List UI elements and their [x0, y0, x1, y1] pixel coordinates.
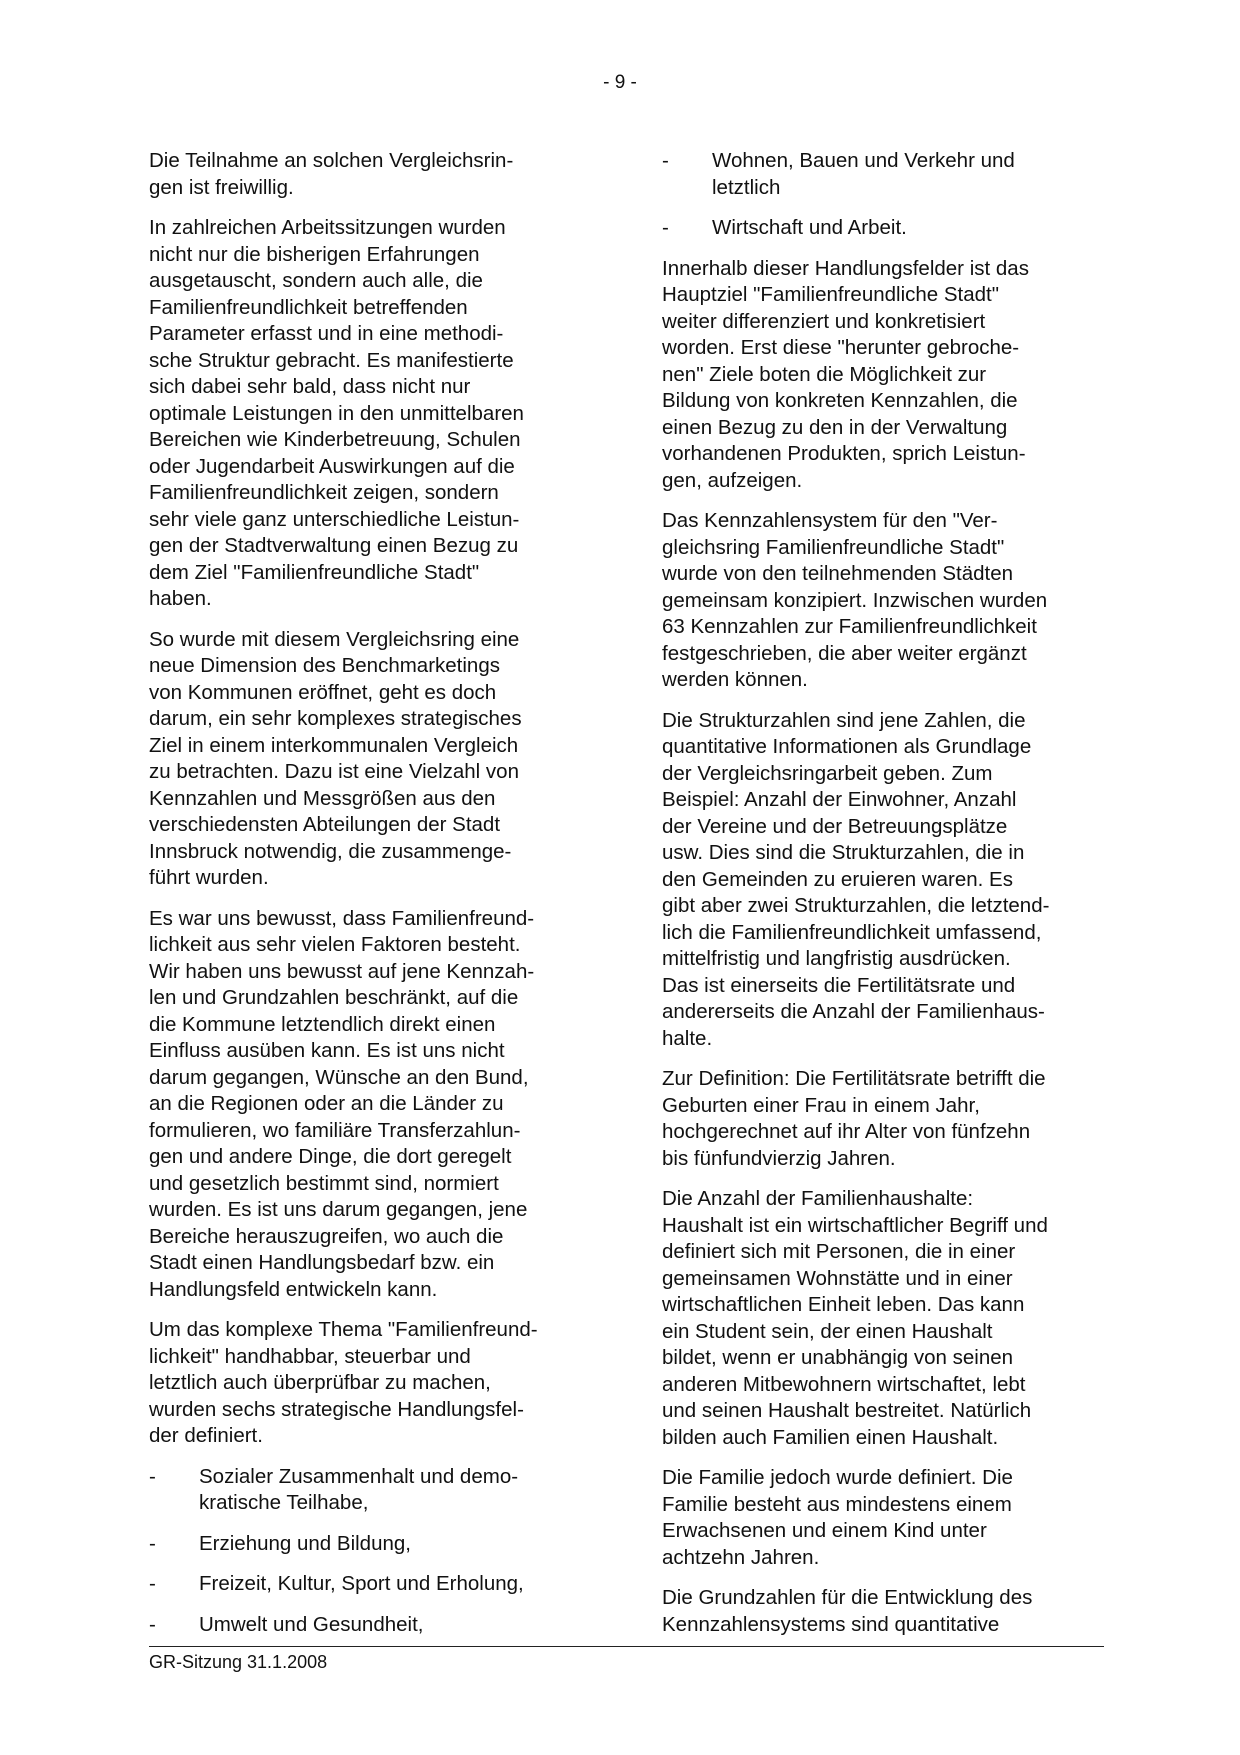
- text-line: Wir haben uns bewusst auf jene Kennzah-: [149, 959, 535, 983]
- text-line: haben.: [149, 587, 212, 610]
- text-line: optimale Leistungen in den unmittelbaren: [149, 401, 524, 425]
- footer-divider: [149, 1646, 1104, 1647]
- text-line: gen ist freiwillig.: [149, 175, 294, 199]
- text-line: Das ist einerseits die Fertilitätsrate und: [662, 973, 1016, 997]
- paragraph: [149, 906, 601, 1304]
- paragraph: [662, 508, 1102, 694]
- text-line: Umwelt und Gesundheit,: [199, 1612, 424, 1636]
- paragraph: [149, 215, 601, 613]
- paragraph: [662, 1186, 1102, 1451]
- left-column: [149, 148, 601, 1652]
- text-line: In zahlreichen Arbeitssitzungen wurden: [149, 216, 506, 239]
- text-line: Die Anzahl der Familienhaushalte:: [662, 1187, 974, 1210]
- text-line: gen der Stadtverwaltung einen Bezug zu: [149, 534, 519, 557]
- text-line: neue Dimension des Benchmarketings: [149, 654, 500, 677]
- footer-text: GR-Sitzung 31.1.2008: [149, 1652, 328, 1672]
- text-line: Beispiel: Anzahl der Einwohner, Anzahl: [662, 788, 1017, 811]
- list-item: [662, 148, 1102, 201]
- text-line: Familienfreundlichkeit zeigen, sondern: [149, 481, 499, 504]
- list-bullet-dash: -: [149, 1612, 156, 1636]
- text-line: Kennzahlensystems sind quantitative: [662, 1612, 1000, 1636]
- paragraph: [662, 1585, 1102, 1638]
- text-line: Bereiche herauszugreifen, wo auch die: [149, 1224, 504, 1248]
- paragraph: [149, 148, 601, 201]
- text-line: Innerhalb dieser Handlungsfelder ist das: [662, 256, 1029, 280]
- text-line: nen" Ziele boten die Möglichkeit zur: [662, 362, 987, 386]
- text-line: gibt aber zwei Strukturzahlen, die letztend-: [662, 894, 1050, 917]
- paragraph: [149, 627, 601, 892]
- text-line: von Kommunen eröffnet, geht es doch: [149, 680, 497, 704]
- text-line: letztlich: [712, 175, 781, 199]
- text-line: wurde von den teilnehmenden Städten: [662, 562, 1014, 585]
- text-line: hochgerechnet auf ihr Alter von fünfzehn: [662, 1120, 1031, 1143]
- text-line: 63 Kennzahlen zur Familienfreundlichkeit: [662, 615, 1037, 638]
- text-line: Hauptziel "Familienfreundliche Stadt": [662, 283, 1000, 306]
- text-line: lich die Familienfreundlichkeit umfassend,: [662, 920, 1042, 944]
- text-line: definiert sich mit Personen, die in einer: [662, 1240, 1016, 1263]
- text-line: dem Ziel "Familienfreundliche Stadt": [149, 560, 480, 584]
- text-line: Parameter erfasst und in eine methodi-: [149, 322, 504, 345]
- text-line: Haushalt ist ein wirtschaftlicher Begriff und: [662, 1213, 1048, 1237]
- text-line: vorhandenen Produkten, sprich Leistun-: [662, 442, 1026, 465]
- list-bullet-dash: -: [662, 149, 669, 172]
- text-line: wurden. Es ist uns darum gegangen, jene: [149, 1198, 528, 1221]
- paragraph: [662, 708, 1102, 1053]
- text-line: die Kommune letztendlich direkt einen: [149, 1012, 496, 1036]
- text-line: anderen Mitbewohnern wirtschaftet, lebt: [662, 1372, 1026, 1396]
- text-line: der Vergleichsringarbeit geben. Zum: [662, 761, 993, 785]
- text-line: festgeschrieben, die aber weiter ergänzt: [662, 641, 1027, 665]
- text-line: gleichsring Familienfreundliche Stadt": [662, 535, 1005, 559]
- text-line: Familienfreundlichkeit betreffenden: [149, 295, 468, 319]
- text-line: gemeinsam konzipiert. Inzwischen wurden: [662, 588, 1048, 612]
- text-line: an die Regionen oder an die Länder zu: [149, 1092, 504, 1115]
- list-bullet-dash: -: [662, 216, 669, 239]
- right-column: [662, 148, 1102, 1652]
- paragraph: [662, 256, 1102, 495]
- text-line: quantitative Informationen als Grundlage: [662, 735, 1032, 758]
- text-line: ausgetauscht, sondern auch alle, die: [149, 269, 483, 292]
- left-paragraphs: [149, 148, 601, 1450]
- text-line: halte.: [662, 1026, 713, 1050]
- text-line: Wirtschaft und Arbeit.: [712, 216, 907, 239]
- list-bullet-dash: -: [149, 1464, 156, 1488]
- text-line: bilden auch Familien einen Haushalt.: [662, 1425, 999, 1449]
- text-line: bis fünfundvierzig Jahren.: [662, 1146, 896, 1170]
- text-line: Die Strukturzahlen sind jene Zahlen, die: [662, 708, 1026, 732]
- text-line: Erwachsenen und einem Kind unter: [662, 1519, 987, 1542]
- text-line: den Gemeinden zu eruieren waren. Es: [662, 867, 1013, 891]
- list-bullet-dash: -: [149, 1531, 156, 1555]
- list-item: [149, 1531, 601, 1558]
- text-line: lichkeit aus sehr vielen Faktoren besteht.: [149, 933, 521, 956]
- text-line: achtzehn Jahren.: [662, 1545, 820, 1569]
- left-bullet-list: [149, 1464, 601, 1639]
- text-line: oder Jugendarbeit Auswirkungen auf die: [149, 454, 515, 478]
- list-item: [149, 1612, 601, 1639]
- text-line: Stadt einen Handlungsbedarf bzw. ein: [149, 1251, 495, 1274]
- text-line: So wurde mit diesem Vergleichsring eine: [149, 627, 520, 651]
- text-line: Innsbruck notwendig, die zusammenge-: [149, 839, 512, 863]
- text-line: verschiedensten Abteilungen der Stadt: [149, 813, 501, 836]
- text-line: Freizeit, Kultur, Sport und Erholung,: [199, 1572, 524, 1595]
- text-line: einen Bezug zu den in der Verwaltung: [662, 415, 1008, 439]
- list-item: [149, 1571, 601, 1598]
- text-line: sehr viele ganz unterschiedliche Leistun-: [149, 507, 520, 531]
- text-line: ein Student sein, der einen Haushalt: [662, 1319, 993, 1343]
- text-line: der definiert.: [149, 1424, 263, 1447]
- text-line: Die Familie jedoch wurde definiert. Die: [662, 1466, 1013, 1489]
- text-line: len und Grundzahlen beschränkt, auf die: [149, 986, 519, 1009]
- list-bullet-dash: -: [149, 1572, 156, 1595]
- text-line: lichkeit" handhabbar, steuerbar und: [149, 1344, 471, 1368]
- text-line: Bereichen wie Kinderbetreuung, Schulen: [149, 428, 521, 451]
- list-item: [149, 1464, 601, 1517]
- list-item: [662, 215, 1102, 242]
- text-line: darum gegangen, Wünsche an den Bund,: [149, 1065, 529, 1089]
- text-line: Um das komplexe Thema "Familienfreund-: [149, 1318, 538, 1341]
- text-line: Zur Definition: Die Fertilitätsrate betrifft die: [662, 1067, 1046, 1090]
- text-line: letztlich auch überprüfbar zu machen,: [149, 1371, 491, 1394]
- text-line: Einfluss ausüben kann. Es ist uns nicht: [149, 1039, 505, 1062]
- text-line: Wohnen, Bauen und Verkehr und: [712, 149, 1015, 172]
- text-line: nicht nur die bisherigen Erfahrungen: [149, 242, 480, 266]
- paragraph: [149, 1317, 601, 1450]
- text-line: und seinen Haushalt bestreitet. Natürlich: [662, 1399, 1032, 1422]
- text-line: weiter differenziert und konkretisiert: [662, 309, 986, 333]
- text-line: wirtschaftlichen Einheit leben. Das kann: [662, 1293, 1025, 1316]
- text-line: Geburten einer Frau in einem Jahr,: [662, 1093, 980, 1117]
- text-line: werden können.: [662, 668, 808, 691]
- text-line: wurden sechs strategische Handlungsfel-: [149, 1397, 524, 1421]
- right-paragraphs: [662, 256, 1102, 1639]
- paragraph: [662, 1066, 1102, 1172]
- text-line: Ziel in einem interkommunalen Vergleich: [149, 733, 519, 757]
- text-line: Sozialer Zusammenhalt und demo-: [199, 1464, 519, 1488]
- text-line: bildet, wenn er unabhängig von seinen: [662, 1346, 1014, 1369]
- text-line: mittelfristig und langfristig ausdrücken.: [662, 947, 1011, 970]
- text-line: darum, ein sehr komplexes strategisches: [149, 707, 522, 730]
- text-line: der Vereine und der Betreuungsplätze: [662, 814, 1008, 838]
- text-line: zu betrachten. Dazu ist eine Vielzahl von: [149, 760, 519, 783]
- text-line: und gesetzlich bestimmt sind, normiert: [149, 1171, 499, 1195]
- text-line: gemeinsamen Wohnstätte und in einer: [662, 1266, 1013, 1290]
- text-line: Die Grundzahlen für die Entwicklung des: [662, 1586, 1033, 1609]
- text-line: usw. Dies sind die Strukturzahlen, die in: [662, 841, 1025, 864]
- text-line: kratische Teilhabe,: [199, 1491, 369, 1514]
- text-line: Es war uns bewusst, dass Familienfreund-: [149, 906, 535, 930]
- paragraph: [662, 1465, 1102, 1571]
- text-line: worden. Erst diese "herunter gebroche-: [662, 336, 1020, 359]
- text-line: sich dabei sehr bald, dass nicht nur: [149, 375, 471, 398]
- text-line: Die Teilnahme an solchen Vergleichsrin-: [149, 149, 514, 172]
- text-line: Bildung von konkreten Kennzahlen, die: [662, 389, 1018, 412]
- text-line: andererseits die Anzahl der Familienhaus-: [662, 1000, 1045, 1023]
- text-line: sche Struktur gebracht. Es manifestierte: [149, 348, 514, 372]
- text-line: Das Kennzahlensystem für den "Ver-: [662, 509, 998, 532]
- text-line: gen und andere Dinge, die dort geregelt: [149, 1145, 512, 1168]
- page-number: - 9 -: [603, 72, 637, 93]
- text-line: Kennzahlen und Messgrößen aus den: [149, 786, 496, 810]
- text-line: gen, aufzeigen.: [662, 468, 803, 492]
- text-line: formulieren, wo familiäre Transferzahlun-: [149, 1118, 521, 1142]
- text-line: Familie besteht aus mindestens einem: [662, 1492, 1012, 1516]
- text-line: führt wurden.: [149, 866, 269, 889]
- right-bullet-list: [662, 148, 1102, 242]
- text-line: Handlungsfeld entwickeln kann.: [149, 1277, 438, 1301]
- text-line: Erziehung und Bildung,: [199, 1531, 411, 1555]
